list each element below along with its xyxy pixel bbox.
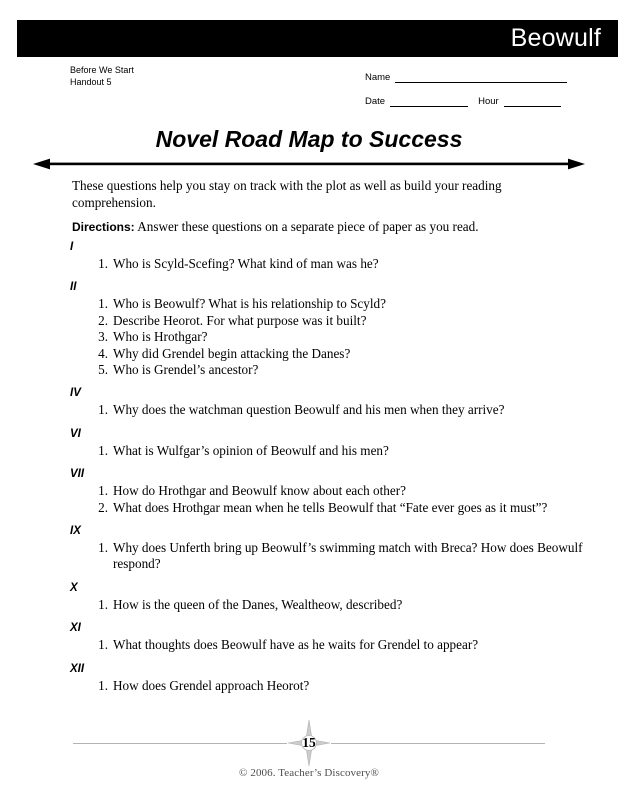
section-numeral: VI — [70, 427, 81, 440]
question-number: 5. — [98, 362, 108, 378]
question-number: 1. — [98, 637, 108, 653]
question-number: 4. — [98, 345, 108, 361]
question-number: 1. — [98, 540, 108, 556]
section-numeral: IX — [70, 525, 81, 538]
question-item — [0, 402, 618, 418]
handout-label: Handout 5 — [70, 77, 112, 87]
name-input-line[interactable] — [395, 73, 567, 83]
question-text: What is Wulfgar’s opinion of Beowulf and his men? — [113, 442, 389, 458]
question-list — [0, 637, 618, 653]
name-field-label: Name — [365, 72, 391, 83]
name-field-row — [365, 72, 567, 83]
question-text: Describe Heorot. For what purpose was it built? — [113, 312, 367, 328]
question-item — [0, 313, 618, 329]
question-text: Who is Beowulf? What is his relationship to Scyld? — [113, 296, 386, 312]
question-item — [0, 540, 618, 573]
date-hour-field-row — [365, 96, 567, 107]
question-list — [0, 443, 618, 459]
page-footer — [0, 728, 618, 800]
question-list — [0, 540, 618, 573]
footer-rule-left — [73, 743, 287, 744]
question-item — [0, 500, 618, 516]
directions-text: Answer these questions on a separate piece of paper as you read. — [137, 219, 479, 234]
hour-field-label: Hour — [478, 96, 499, 107]
section-numeral: IV — [70, 387, 81, 400]
question-list — [0, 402, 618, 418]
question-text: What thoughts does Beowulf have as he waits for Grendel to appear? — [113, 637, 479, 653]
question-list — [0, 296, 618, 378]
section — [0, 582, 618, 613]
section — [0, 428, 618, 459]
question-item — [0, 443, 618, 459]
question-text: Who is Grendel’s ancestor? — [113, 362, 259, 378]
question-text: How do Hrothgar and Beowulf know about each other? — [113, 483, 406, 499]
question-list — [0, 678, 618, 694]
handout-info — [70, 64, 134, 88]
question-text: What does Hrothgar mean when he tells Beowulf that “Fate ever goes as it must”? — [113, 499, 548, 515]
section-numeral: II — [70, 281, 77, 294]
question-text: Why does Unferth bring up Beowulf’s swimming match with Breca? How does Beowulf respond? — [113, 540, 583, 572]
question-list — [0, 256, 618, 272]
question-list — [0, 483, 618, 516]
section — [0, 622, 618, 653]
copyright-notice: © 2006. Teacher’s Discovery® — [239, 767, 379, 779]
question-number: 1. — [98, 442, 108, 458]
section-numeral: VII — [70, 468, 85, 481]
question-list — [0, 597, 618, 613]
question-item — [0, 346, 618, 362]
question-number: 1. — [98, 483, 108, 499]
question-number: 3. — [98, 329, 108, 345]
question-number: 1. — [98, 402, 108, 418]
section-numeral: X — [70, 581, 78, 594]
question-number: 2. — [98, 499, 108, 515]
section — [0, 525, 618, 573]
intro-paragraph: These questions help you stay on track with the plot as well as build your reading comprehension. — [72, 178, 502, 210]
student-fields — [365, 72, 567, 120]
question-text: Who is Hrothgar? — [113, 329, 208, 345]
question-text: Who is Scyld-Scefing? What kind of man was he? — [113, 256, 379, 271]
footer-rule-right — [331, 743, 545, 744]
question-item — [0, 329, 618, 345]
question-item — [0, 483, 618, 499]
section-numeral: XI — [70, 622, 81, 635]
page-number: 15 — [302, 735, 316, 750]
section — [0, 387, 618, 418]
section — [0, 663, 618, 694]
section-numeral: I — [70, 241, 74, 253]
question-text: Why did Grendel begin attacking the Danes? — [113, 345, 351, 361]
question-number: 2. — [98, 312, 108, 328]
double-arrow-divider — [33, 155, 585, 173]
date-field-label: Date — [365, 96, 386, 107]
question-number: 1. — [98, 256, 108, 271]
date-input-line[interactable] — [390, 97, 468, 107]
book-title-bar — [17, 20, 618, 57]
section — [0, 468, 618, 516]
question-item — [0, 256, 618, 272]
question-text: How does Grendel approach Heorot? — [113, 677, 310, 693]
section — [0, 281, 618, 378]
page-title: Novel Road Map to Success — [155, 126, 463, 152]
book-title: Beowulf — [510, 24, 601, 52]
question-item — [0, 597, 618, 613]
section — [0, 241, 618, 272]
unit-label: Before We Start — [70, 65, 134, 75]
question-item — [0, 637, 618, 653]
question-number: 1. — [98, 296, 108, 312]
double-arrow-icon — [33, 155, 585, 173]
directions-label: Directions: — [72, 220, 135, 234]
question-text: How is the queen of the Danes, Wealtheow, described? — [113, 596, 403, 612]
directions-line — [72, 219, 572, 236]
question-text: Why does the watchman question Beowulf and his men when they arrive? — [113, 402, 505, 418]
question-sections — [0, 241, 618, 694]
hour-input-line[interactable] — [504, 97, 561, 107]
question-number: 1. — [98, 596, 108, 612]
question-item — [0, 296, 618, 312]
question-number: 1. — [98, 677, 108, 693]
header-meta-row — [0, 64, 618, 116]
question-item — [0, 678, 618, 694]
section-numeral: XII — [70, 662, 85, 675]
question-item — [0, 362, 618, 378]
